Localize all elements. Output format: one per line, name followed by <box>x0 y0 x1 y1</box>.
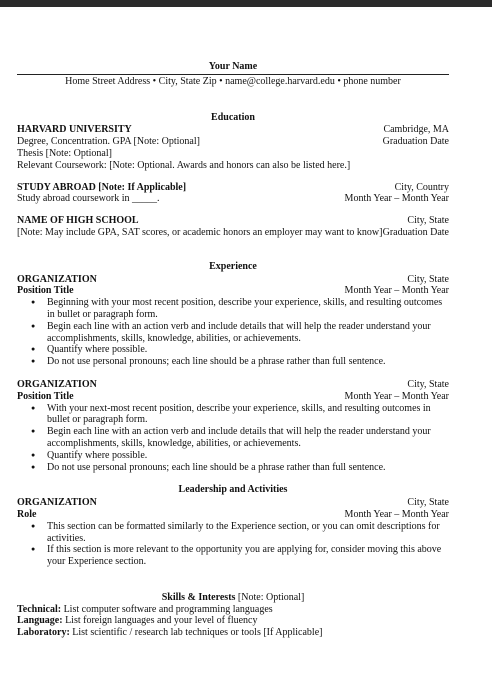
education-heading: Education <box>211 111 255 123</box>
position-dates: Month Year – Month Year <box>344 390 449 402</box>
school-location: Cambridge, MA <box>383 124 449 136</box>
bullet-item: ● Beginning with your most recent position, describe your experience, skills, and resulting outcomes in bullet or paragraph form. <box>47 297 449 321</box>
coursework-line: Relevant Coursework: [Note: Optional. Awards and honors can also be listed here.] <box>17 159 351 171</box>
resume-page <box>17 61 449 639</box>
org-location: City, State <box>407 497 449 509</box>
org-name: ORGANIZATION <box>17 273 97 285</box>
bullet-item: ● Quantify where possible. <box>47 450 449 462</box>
skill-line <box>17 627 449 639</box>
bullet-item: ● Do not use personal pronouns; each line should be a phrase rather than full sentence. <box>47 356 449 368</box>
role-title: Role <box>17 508 37 520</box>
position-title: Position Title <box>17 285 74 297</box>
highschool-date: Graduation Date <box>382 226 449 238</box>
education-abroad <box>17 182 449 206</box>
experience-job <box>17 274 449 368</box>
skill-value: List scientific / research lab techniques or tools [If Applicable] <box>69 627 323 639</box>
org-location: City, State <box>407 378 449 390</box>
abroad-location: City, Country <box>394 181 449 193</box>
bullet-item: ● Quantify where possible. <box>47 344 449 356</box>
highschool-location: City, State <box>407 215 449 227</box>
thesis-line: Thesis [Note: Optional] <box>17 147 112 159</box>
bullet-item: ● If this section is more relevant to the opportunity you are applying for, consider moving this above your Experience section. <box>47 544 449 568</box>
education-harvard <box>17 124 449 171</box>
highschool-detail: [Note: May include GPA, SAT scores, or academic honors an employer may want to know] <box>17 226 383 238</box>
experience-heading: Experience <box>209 260 257 272</box>
leadership-heading: Leadership and Activities <box>178 484 288 496</box>
role-dates: Month Year – Month Year <box>344 508 449 520</box>
bullet-item: ● Begin each line with an action verb and include details that will help the reader understand your accomplishments, skills, knowledge, abilities, or achievements. <box>47 426 449 450</box>
education-highschool <box>17 215 449 239</box>
skill-value: List foreign languages and your level of fluency <box>62 615 258 627</box>
skill-line <box>17 615 449 627</box>
bullet-item: ● Do not use personal pronouns; each line should be a phrase rather than full sentence. <box>47 462 449 474</box>
contact-line: Home Street Address • City, State Zip • name@college.harvard.edu • phone number <box>65 75 401 87</box>
abroad-name: STUDY ABROAD [Note: If Applicable] <box>17 181 187 193</box>
bullet-item: ● Begin each line with an action verb and include details that will help the reader understand your accomplishments, skills, knowledge, abilities, or achievements. <box>47 321 449 345</box>
skill-label: Technical: <box>17 603 62 615</box>
header-divider <box>17 74 449 75</box>
abroad-date: Month Year – Month Year <box>344 193 449 205</box>
bullet-item: ● This section can be formatted similarly to the Experience section, or you can omit descriptions for activities. <box>47 521 449 545</box>
job-bullets <box>17 403 449 474</box>
skill-label: Laboratory: <box>17 627 70 639</box>
skill-line <box>17 604 449 616</box>
org-name: ORGANIZATION <box>17 497 97 509</box>
school-name: HARVARD UNIVERSITY <box>17 124 132 136</box>
leadership-entry <box>17 497 449 568</box>
skills-heading <box>17 592 449 604</box>
bullet-item: ● With your next-most recent position, describe your experience, skills, and resulting outcomes in bullet or paragraph form. <box>47 403 449 427</box>
skill-label: Language: <box>17 615 63 627</box>
experience-job <box>17 379 449 473</box>
skills-title-note: [Note: Optional] <box>235 591 305 603</box>
highschool-name: NAME OF HIGH SCHOOL <box>17 215 139 227</box>
skills-title: Skills & Interests <box>161 591 236 603</box>
org-name: ORGANIZATION <box>17 378 97 390</box>
abroad-detail: Study abroad coursework in _____. <box>17 193 160 205</box>
job-bullets <box>17 297 449 368</box>
skill-value: List computer software and programming languages <box>61 603 273 615</box>
resume-name: Your Name <box>208 61 258 72</box>
degree-line: Degree, Concentration. GPA [Note: Optional] <box>17 136 200 148</box>
graduation-date: Graduation Date <box>382 136 449 148</box>
leadership-bullets <box>17 521 449 568</box>
position-title: Position Title <box>17 390 74 402</box>
org-location: City, State <box>407 273 449 285</box>
position-dates: Month Year – Month Year <box>344 285 449 297</box>
top-bar <box>0 0 492 7</box>
